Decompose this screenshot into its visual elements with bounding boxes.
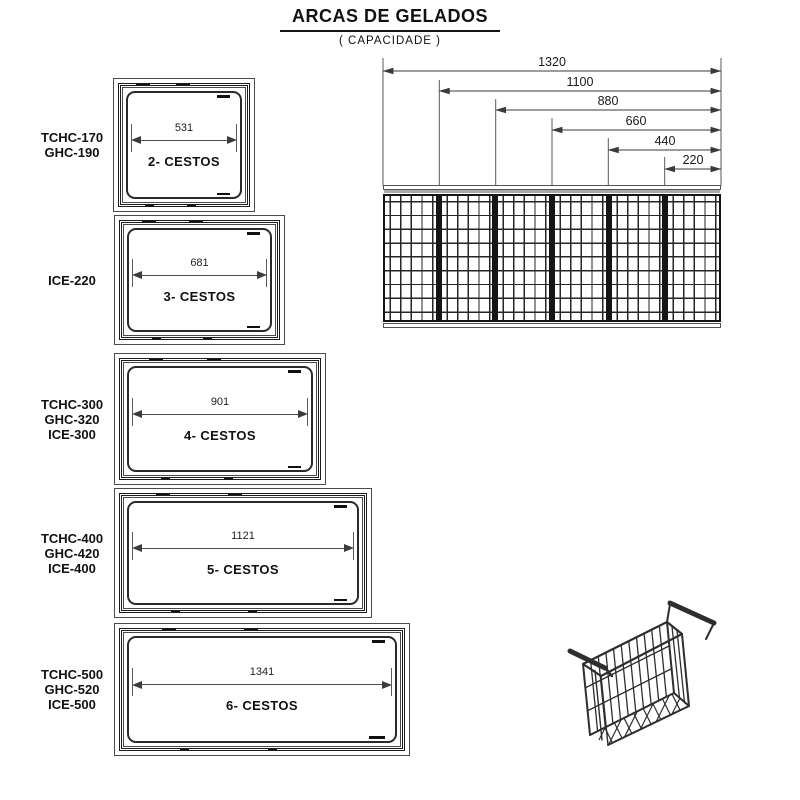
basket-grid-row (383, 194, 721, 322)
lid-inner-panel (127, 636, 397, 743)
hinge-mark (372, 640, 385, 643)
model-name: TCHC-400 (40, 530, 104, 546)
wire-basket-illustration (543, 582, 783, 792)
model-name: ICE-220 (48, 272, 96, 288)
lid-outer-edge (119, 220, 280, 340)
model-name: GHC-520 (44, 682, 100, 697)
basket-top-view (496, 194, 551, 322)
model-name: TCHC-500 (40, 667, 104, 682)
baskets-top-view (383, 185, 721, 328)
dimension-value: 660 (625, 114, 647, 128)
model-name: GHC-190 (44, 145, 100, 160)
width-dimension-arrow (132, 544, 354, 553)
hinge-mark (334, 599, 347, 602)
lid-inner-panel (126, 91, 242, 199)
model-name: ICE-500 (48, 697, 96, 712)
basket-top-view (610, 194, 665, 322)
interior-width-value: 1121 (231, 529, 255, 542)
rim-shadow (384, 190, 720, 193)
lid-outer-edge (119, 493, 367, 613)
interior-width-value: 901 (210, 395, 230, 408)
dimension-value: 220 (682, 153, 704, 167)
lid-mid-edge (123, 224, 276, 336)
basket-count-label: 3- CESTOS (163, 288, 236, 304)
freezer-model-label (30, 488, 114, 618)
freezer-row-5 (30, 623, 408, 756)
freezer-top-view (114, 215, 285, 345)
freezer-model-label (30, 215, 114, 345)
model-name: ICE-400 (48, 560, 96, 576)
hinge-mark (247, 326, 260, 329)
basket-top-view (666, 194, 721, 322)
width-dimension-arrow (132, 680, 392, 689)
model-name: TCHC-170 (40, 130, 104, 145)
lid-outer-edge (119, 628, 405, 751)
freezer-model-label (30, 78, 114, 212)
dimension-value: 1100 (566, 75, 594, 89)
lid-inner-panel (127, 366, 313, 472)
freezer-model-label (30, 353, 114, 485)
page-title: ARCAS DE GELADOS (280, 6, 500, 32)
width-dimension-arrow (132, 410, 308, 419)
page-header (190, 6, 590, 47)
basket-top-view (553, 194, 608, 322)
freezer-top-view (113, 78, 255, 212)
basket-top-view (440, 194, 495, 322)
width-dimension-arrow (132, 271, 267, 280)
interior-width-value: 531 (174, 121, 194, 134)
interior-width-value: 1341 (249, 666, 275, 678)
freezer-top-view (114, 623, 410, 756)
dimension-value: 880 (597, 94, 619, 108)
model-name: GHC-420 (44, 545, 100, 561)
freezer-rim-bottom (383, 323, 721, 328)
basket-count-label: 6- CESTOS (226, 698, 298, 713)
basket-count-label: 5- CESTOS (207, 561, 279, 577)
hinge-mark (369, 736, 385, 740)
hinge-mark (288, 466, 301, 469)
extension-lines (383, 58, 721, 186)
basket-count-label: 4- CESTOS (184, 427, 256, 443)
freezer-row-3 (30, 353, 324, 485)
lid-inner-panel (127, 501, 359, 605)
page-subtitle: ( CAPACIDADE ) (339, 35, 441, 47)
hinge-mark (288, 370, 301, 373)
freezer-top-view (114, 488, 372, 618)
freezer-row-1 (30, 78, 253, 212)
lid-mid-edge (122, 87, 246, 203)
freezer-row-2 (30, 215, 283, 345)
width-dimension-arrow (131, 136, 237, 145)
lid-outer-edge (119, 358, 321, 480)
model-name: ICE-300 (48, 426, 96, 442)
freezer-row-4 (30, 488, 370, 618)
hinge-mark (334, 505, 347, 508)
model-name: GHC-320 (44, 411, 100, 427)
lid-mid-edge (123, 497, 363, 609)
lid-mid-edge (123, 632, 401, 747)
hinge-mark (217, 95, 230, 98)
lid-mid-edge (123, 362, 317, 476)
hinge-mark (217, 193, 230, 196)
lid-inner-panel (127, 228, 272, 332)
model-name: TCHC-300 (40, 396, 104, 412)
dimension-value: 1320 (538, 55, 566, 69)
lid-outer-edge (118, 83, 250, 207)
dimension-value: 440 (654, 134, 676, 148)
freezer-top-view (114, 353, 326, 485)
freezer-model-label (30, 623, 114, 756)
hinge-mark (247, 232, 260, 235)
basket-count-label: 2- CESTOS (148, 153, 220, 169)
interior-width-value: 681 (190, 256, 209, 269)
basket-top-view (383, 194, 438, 322)
